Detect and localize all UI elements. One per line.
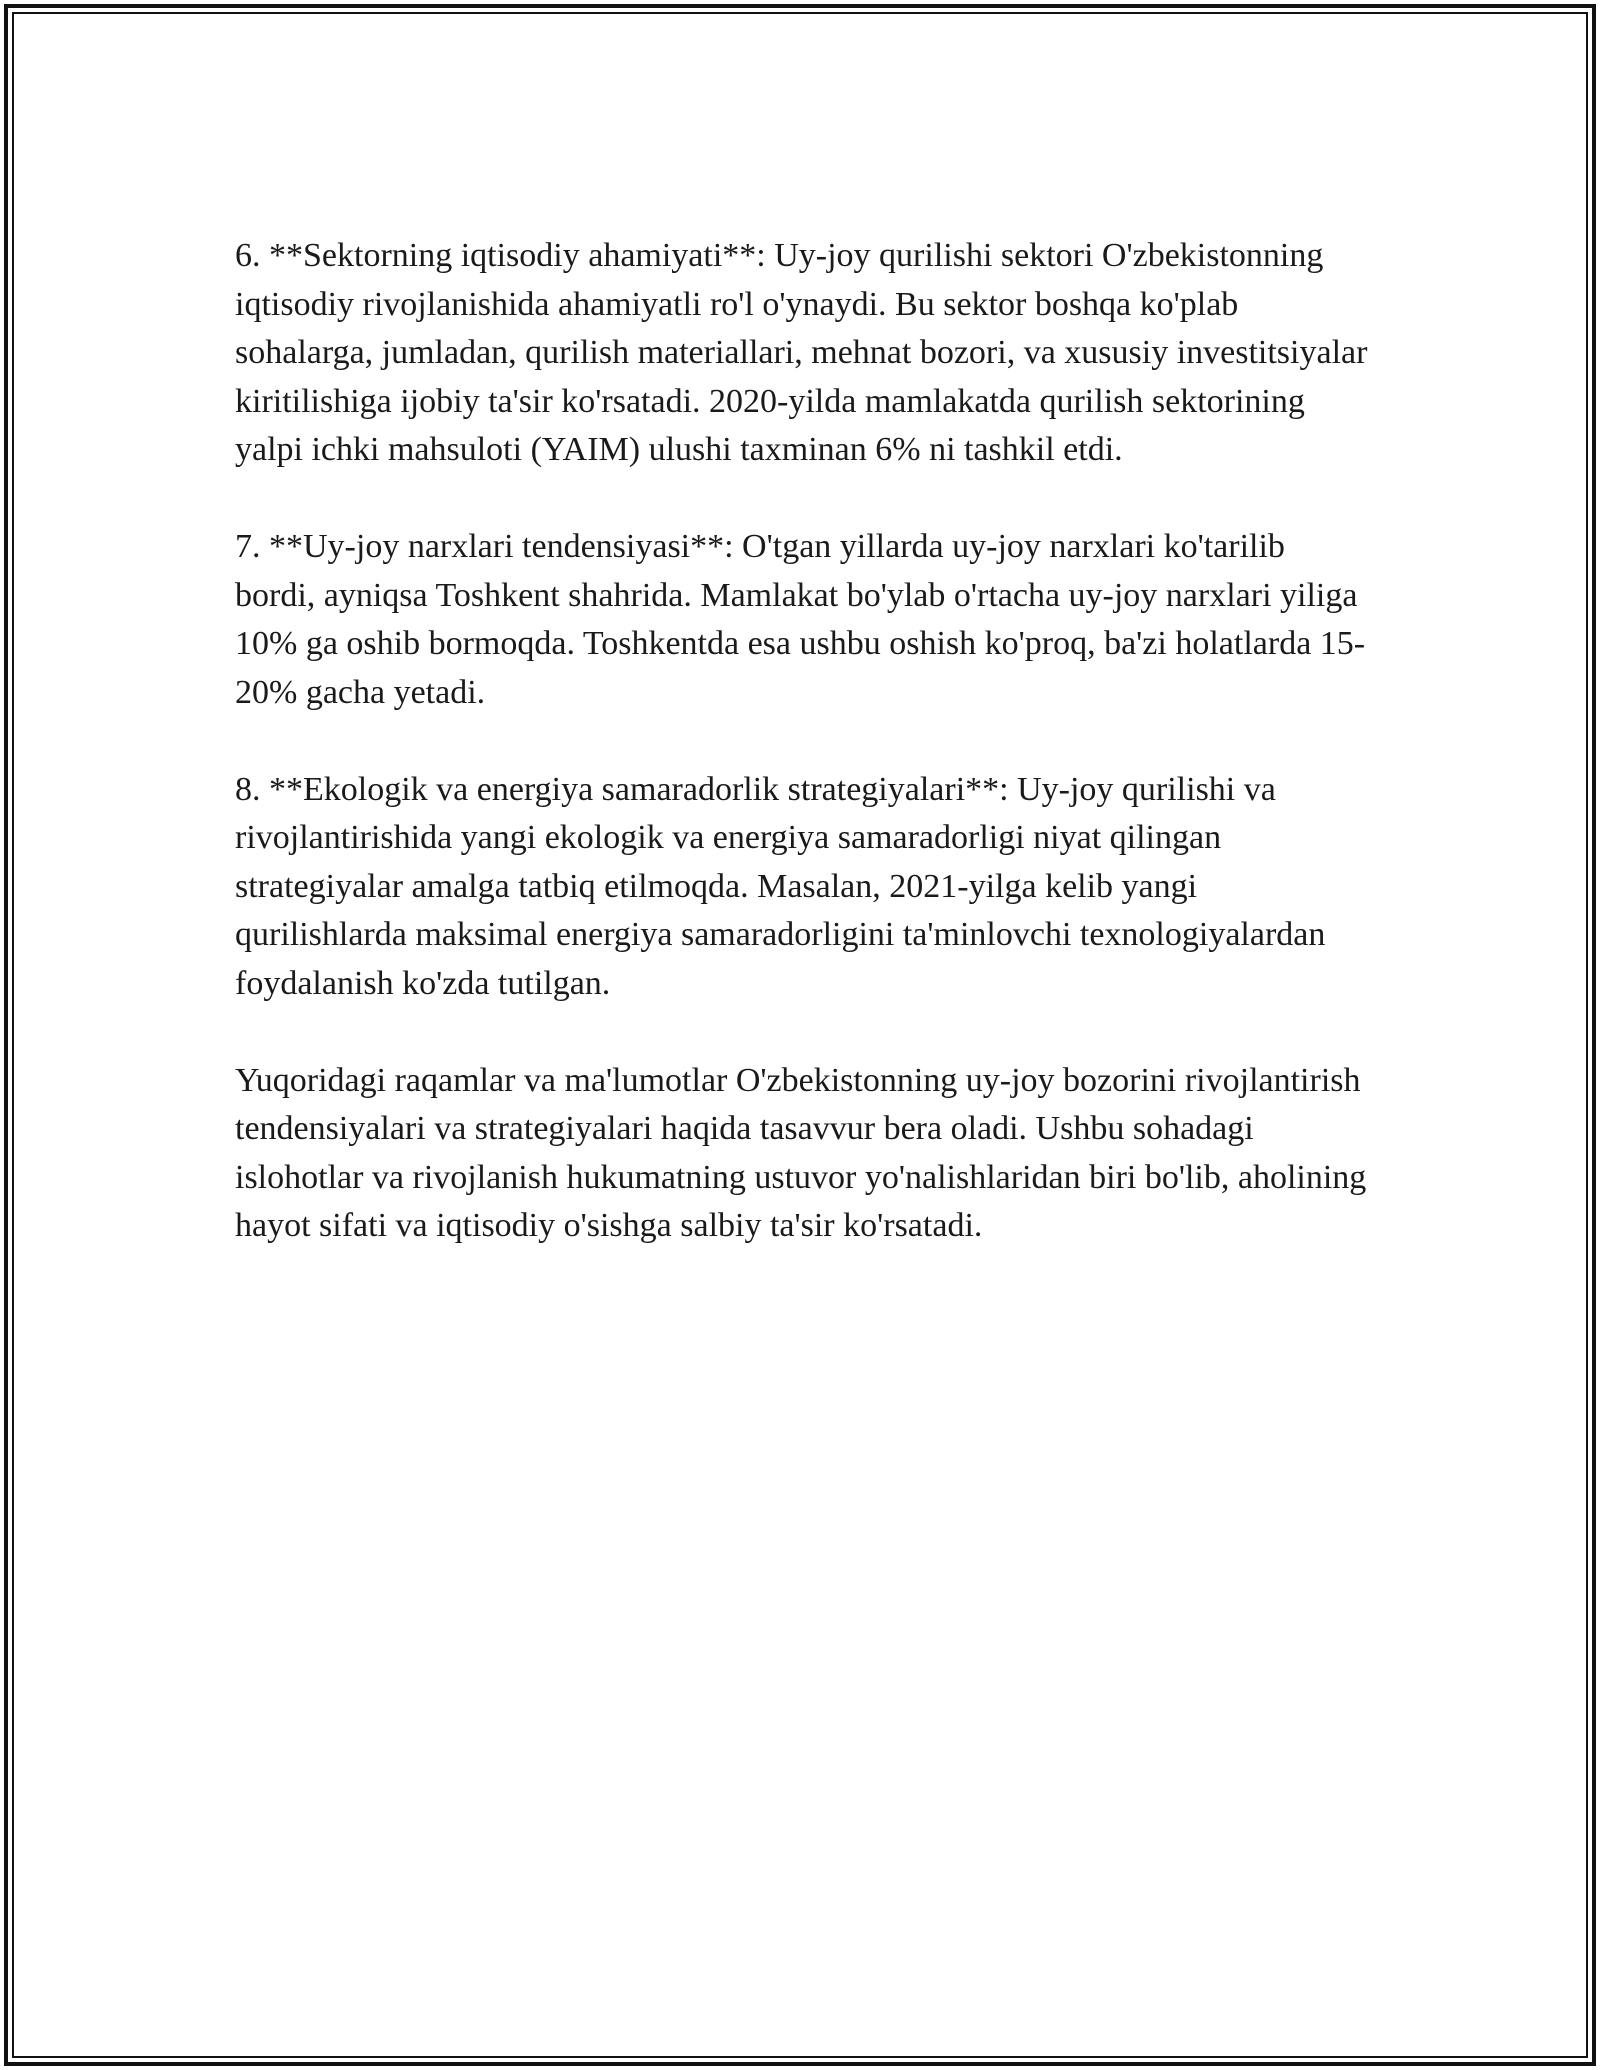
paragraph-conclusion: Yuqoridagi raqamlar va ma'lumotlar O'zbekistonning uy-joy bozorini rivojlantirish tendensiyalari va strategiyalari haqida tasavvur bera oladi. Ushbu sohadagi islohotlar va rivojlanish hukumatning ustuvor yo'nalishlaridan biri bo'lib, aholining hayot sifati va iqtisodiy o'sishga salbiy ta'sir ko'rsatadi.	[235, 1061, 1367, 1244]
paragraph-housing-price-trend: 7. **Uy-joy narxlari tendensiyasi**: O'tgan yillarda uy-joy narxlari ko'tarilib bordi, ayniqsa Toshkent shahrida. Mamlakat bo'ylab o'rtacha uy-joy narxlari yiliga 10% ga oshib bormoqda. Toshkentda esa ushbu oshish ko'proq, ba'zi holatlarda 15-20% gacha yetadi.	[235, 528, 1366, 711]
paragraph-sector-economic-importance: 6. **Sektorning iqtisodiy ahamiyati**: Uy-joy qurilishi sektori O'zbekistonning iqtisodiy rivojlanishida ahamiyatli ro'l o'ynaydi. Bu sektor boshqa ko'plab sohalarga, jumladan, qurilish materiallari, mehnat bozori, va xususiy investitsiyalar kiritilishiga ijobiy ta'sir ko'rsatadi. 2020-yilda mamlakatda qurilish sektorining yalpi ichki mahsuloti (YAIM) ulushi taxminan 6% ni tashkil etdi.	[235, 237, 1368, 468]
document-body	[235, 232, 1370, 1299]
paragraph-ecology-energy-strategies: 8. **Ekologik va energiya samaradorlik strategiyalari**: Uy-joy qurilishi va rivojlantirishida yangi ekologik va energiya samaradorligi niyat qilingan strategiyalar amalga tatbiq etilmoqda. Masalan, 2021-yilga kelib yangi qurilishlarda maksimal energiya samaradorligini ta'minlovchi texnologiyalardan foydalanish ko'zda tutilgan.	[235, 770, 1326, 1002]
